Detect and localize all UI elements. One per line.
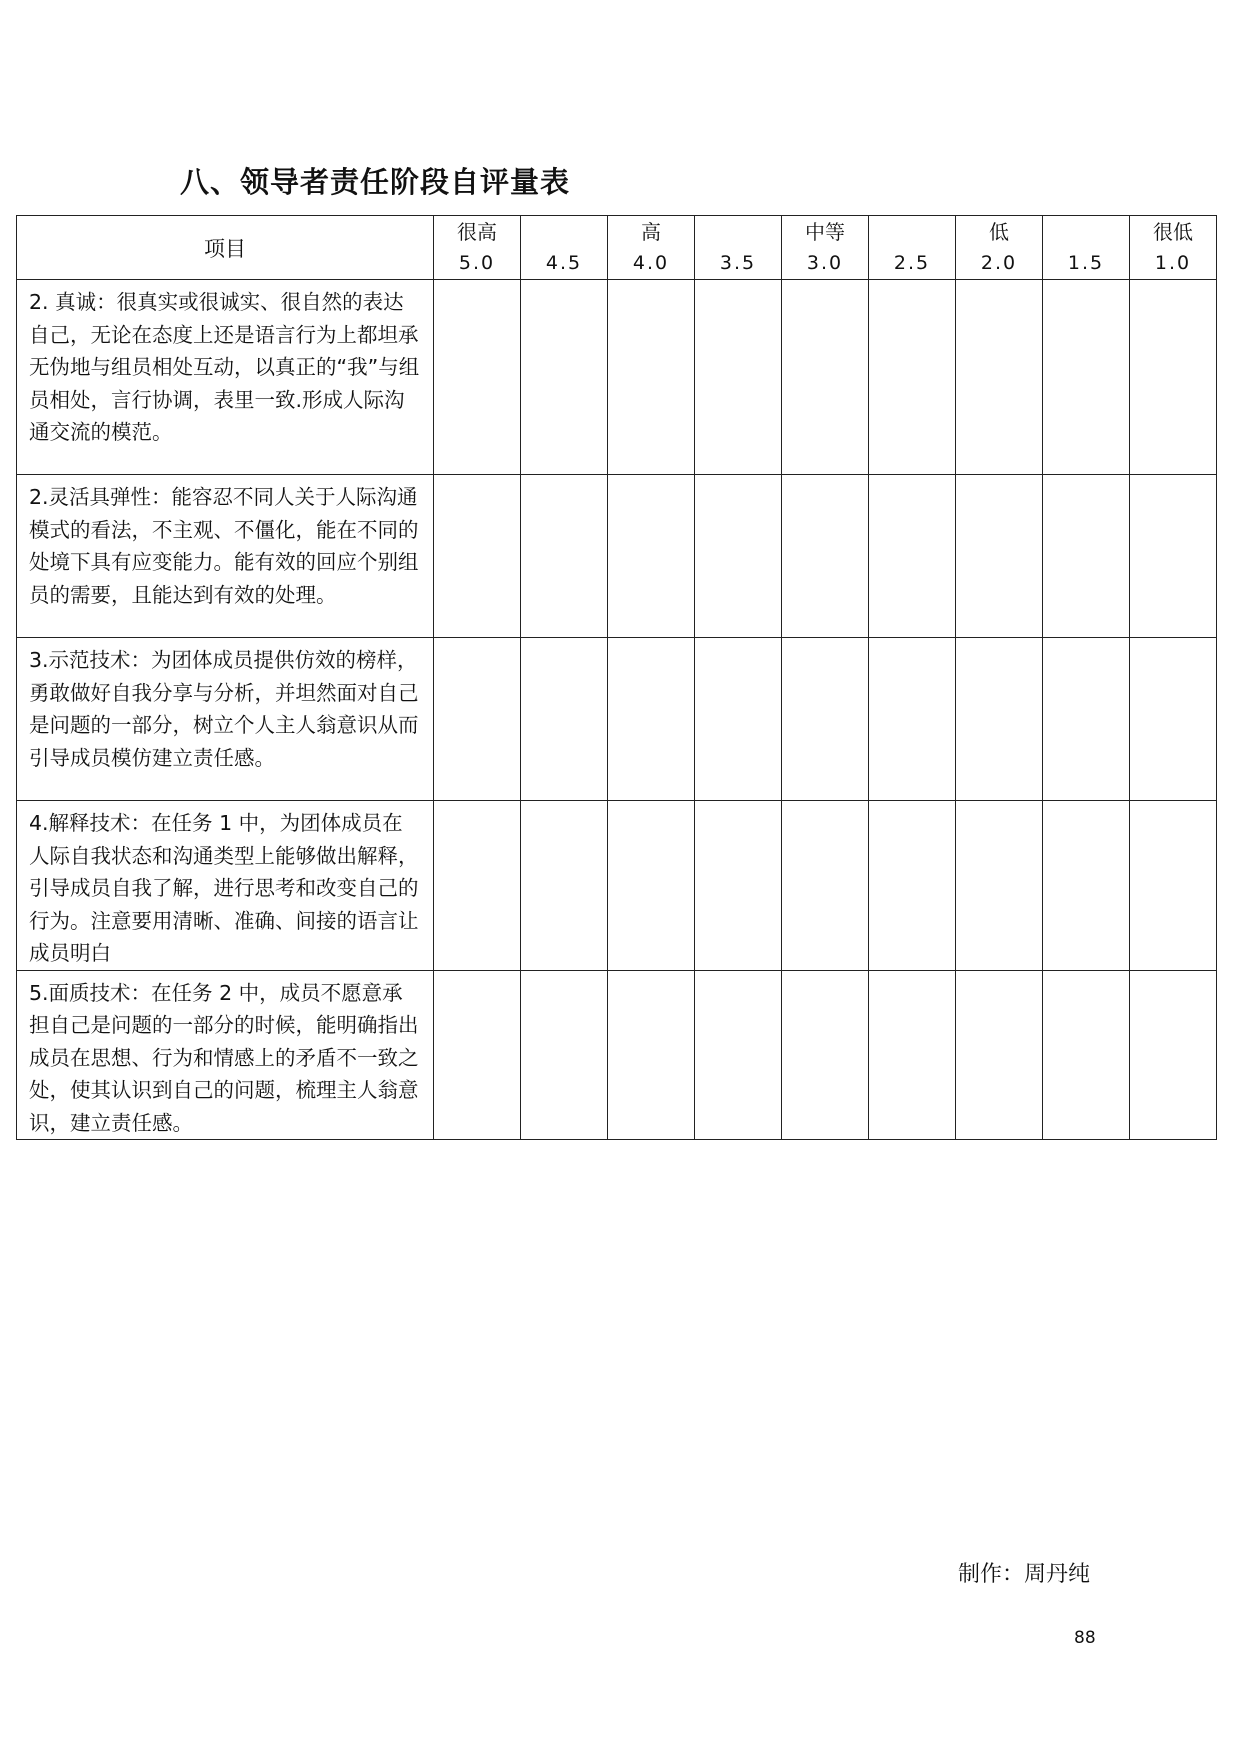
score-cell[interactable] bbox=[521, 475, 608, 638]
score-cell[interactable] bbox=[521, 801, 608, 971]
item-text: 5.面质技术：在任务 2 中，成员不愿意承担自己是问题的一部分的时候，能明确指出成员在思想、行为和情感上的矛盾不一致之处，使其认识到自己的问题，梳理主人翁意识，建立责任感。 bbox=[29, 980, 419, 1135]
score-cell[interactable] bbox=[782, 801, 869, 971]
score-cell[interactable] bbox=[869, 475, 956, 638]
score-cell[interactable] bbox=[782, 280, 869, 475]
score-cell[interactable] bbox=[956, 280, 1043, 475]
score-value: 4.0 bbox=[632, 252, 670, 274]
score-header-1-5 bbox=[1043, 216, 1130, 280]
score-cell[interactable] bbox=[608, 638, 695, 801]
score-cell[interactable] bbox=[782, 475, 869, 638]
score-label bbox=[521, 216, 607, 248]
item-header: 项目 bbox=[17, 216, 434, 280]
score-cell[interactable] bbox=[869, 638, 956, 801]
score-value: 3.0 bbox=[806, 252, 844, 274]
score-cell[interactable] bbox=[1130, 638, 1217, 801]
score-header-5-0 bbox=[434, 216, 521, 280]
score-label: 高 bbox=[641, 220, 661, 244]
score-cell[interactable] bbox=[782, 970, 869, 1140]
score-header-2-0 bbox=[956, 216, 1043, 280]
score-cell[interactable] bbox=[1043, 801, 1130, 971]
score-label: 很低 bbox=[1153, 220, 1193, 244]
score-cell[interactable] bbox=[695, 801, 782, 971]
score-cell[interactable] bbox=[695, 638, 782, 801]
score-cell[interactable] bbox=[608, 970, 695, 1140]
page-title: 八、领导者责任阶段自评量表 bbox=[180, 165, 571, 199]
score-cell[interactable] bbox=[434, 801, 521, 971]
score-cell[interactable] bbox=[521, 280, 608, 475]
score-cell[interactable] bbox=[1043, 475, 1130, 638]
score-value: 1.5 bbox=[1067, 252, 1105, 274]
score-cell[interactable] bbox=[1043, 280, 1130, 475]
score-cell[interactable] bbox=[695, 970, 782, 1140]
score-header-4-0 bbox=[608, 216, 695, 280]
score-cell[interactable] bbox=[956, 801, 1043, 971]
table-row bbox=[17, 970, 1217, 1140]
score-cell[interactable] bbox=[1130, 475, 1217, 638]
maker-credit: 制作：周丹纯 bbox=[958, 1562, 1091, 1587]
score-label: 很高 bbox=[457, 220, 497, 244]
score-cell[interactable] bbox=[521, 638, 608, 801]
table-row bbox=[17, 638, 1217, 801]
score-cell[interactable] bbox=[1130, 970, 1217, 1140]
item-cell bbox=[17, 801, 434, 971]
score-cell[interactable] bbox=[695, 475, 782, 638]
score-cell[interactable] bbox=[521, 970, 608, 1140]
score-cell[interactable] bbox=[869, 970, 956, 1140]
score-cell[interactable] bbox=[608, 475, 695, 638]
score-value: 5.0 bbox=[458, 252, 496, 274]
score-label bbox=[695, 216, 781, 248]
page-number: 88 bbox=[1074, 1628, 1096, 1648]
score-label bbox=[869, 216, 955, 248]
score-header-3-0 bbox=[782, 216, 869, 280]
score-value: 3.5 bbox=[719, 252, 757, 274]
score-value: 2.5 bbox=[893, 252, 931, 274]
score-cell[interactable] bbox=[869, 280, 956, 475]
score-header-4-5 bbox=[521, 216, 608, 280]
score-cell[interactable] bbox=[956, 970, 1043, 1140]
score-value: 2.0 bbox=[980, 252, 1018, 274]
item-text: 4.解释技术：在任务 1 中，为团体成员在人际自我状态和沟通类型上能够做出解释，引导成员自我了解，进行思考和改变自己的行为。注意要用清晰、准确、间接的语言让成员明白 bbox=[29, 811, 419, 965]
score-cell[interactable] bbox=[695, 280, 782, 475]
score-label: 低 bbox=[989, 220, 1009, 244]
score-value: 1.0 bbox=[1154, 252, 1192, 274]
score-cell[interactable] bbox=[782, 638, 869, 801]
item-text: 2.灵活具弹性：能容忍不同人关于人际沟通模式的看法，不主观、不僵化，能在不同的处境下具有应变能力。能有效的回应个别组员的需要，且能达到有效的处理。 bbox=[29, 485, 419, 607]
score-cell[interactable] bbox=[869, 801, 956, 971]
score-header-2-5 bbox=[869, 216, 956, 280]
score-label: 中等 bbox=[805, 220, 845, 244]
header-row bbox=[17, 216, 1217, 280]
score-value: 4.5 bbox=[545, 252, 583, 274]
score-cell[interactable] bbox=[434, 475, 521, 638]
score-label bbox=[1043, 216, 1129, 248]
score-header-3-5 bbox=[695, 216, 782, 280]
item-cell bbox=[17, 970, 434, 1140]
item-cell bbox=[17, 280, 434, 475]
score-cell[interactable] bbox=[434, 280, 521, 475]
score-cell[interactable] bbox=[956, 475, 1043, 638]
table-row bbox=[17, 280, 1217, 475]
table-row bbox=[17, 475, 1217, 638]
score-cell[interactable] bbox=[956, 638, 1043, 801]
item-cell bbox=[17, 475, 434, 638]
item-text: 2. 真诚：很真实或很诚实、很自然的表达自己，无论在态度上还是语言行为上都坦承无伪地与组员相处互动，以真正的“我”与组员相处，言行协调，表里一致.形成人际沟通交流的模范。 bbox=[29, 290, 420, 444]
score-cell[interactable] bbox=[1043, 638, 1130, 801]
score-cell[interactable] bbox=[1130, 801, 1217, 971]
score-cell[interactable] bbox=[434, 638, 521, 801]
score-cell[interactable] bbox=[1043, 970, 1130, 1140]
score-header-1-0 bbox=[1130, 216, 1217, 280]
score-cell[interactable] bbox=[434, 970, 521, 1140]
table-row bbox=[17, 801, 1217, 971]
item-text: 3.示范技术：为团体成员提供仿效的榜样，勇敢做好自我分享与分析，并坦然面对自己是问题的一部分，树立个人主人翁意识从而引导成员模仿建立责任感。 bbox=[29, 648, 419, 770]
item-cell bbox=[17, 638, 434, 801]
self-evaluation-table bbox=[16, 215, 1217, 1140]
score-cell[interactable] bbox=[1130, 280, 1217, 475]
score-cell[interactable] bbox=[608, 280, 695, 475]
score-cell[interactable] bbox=[608, 801, 695, 971]
